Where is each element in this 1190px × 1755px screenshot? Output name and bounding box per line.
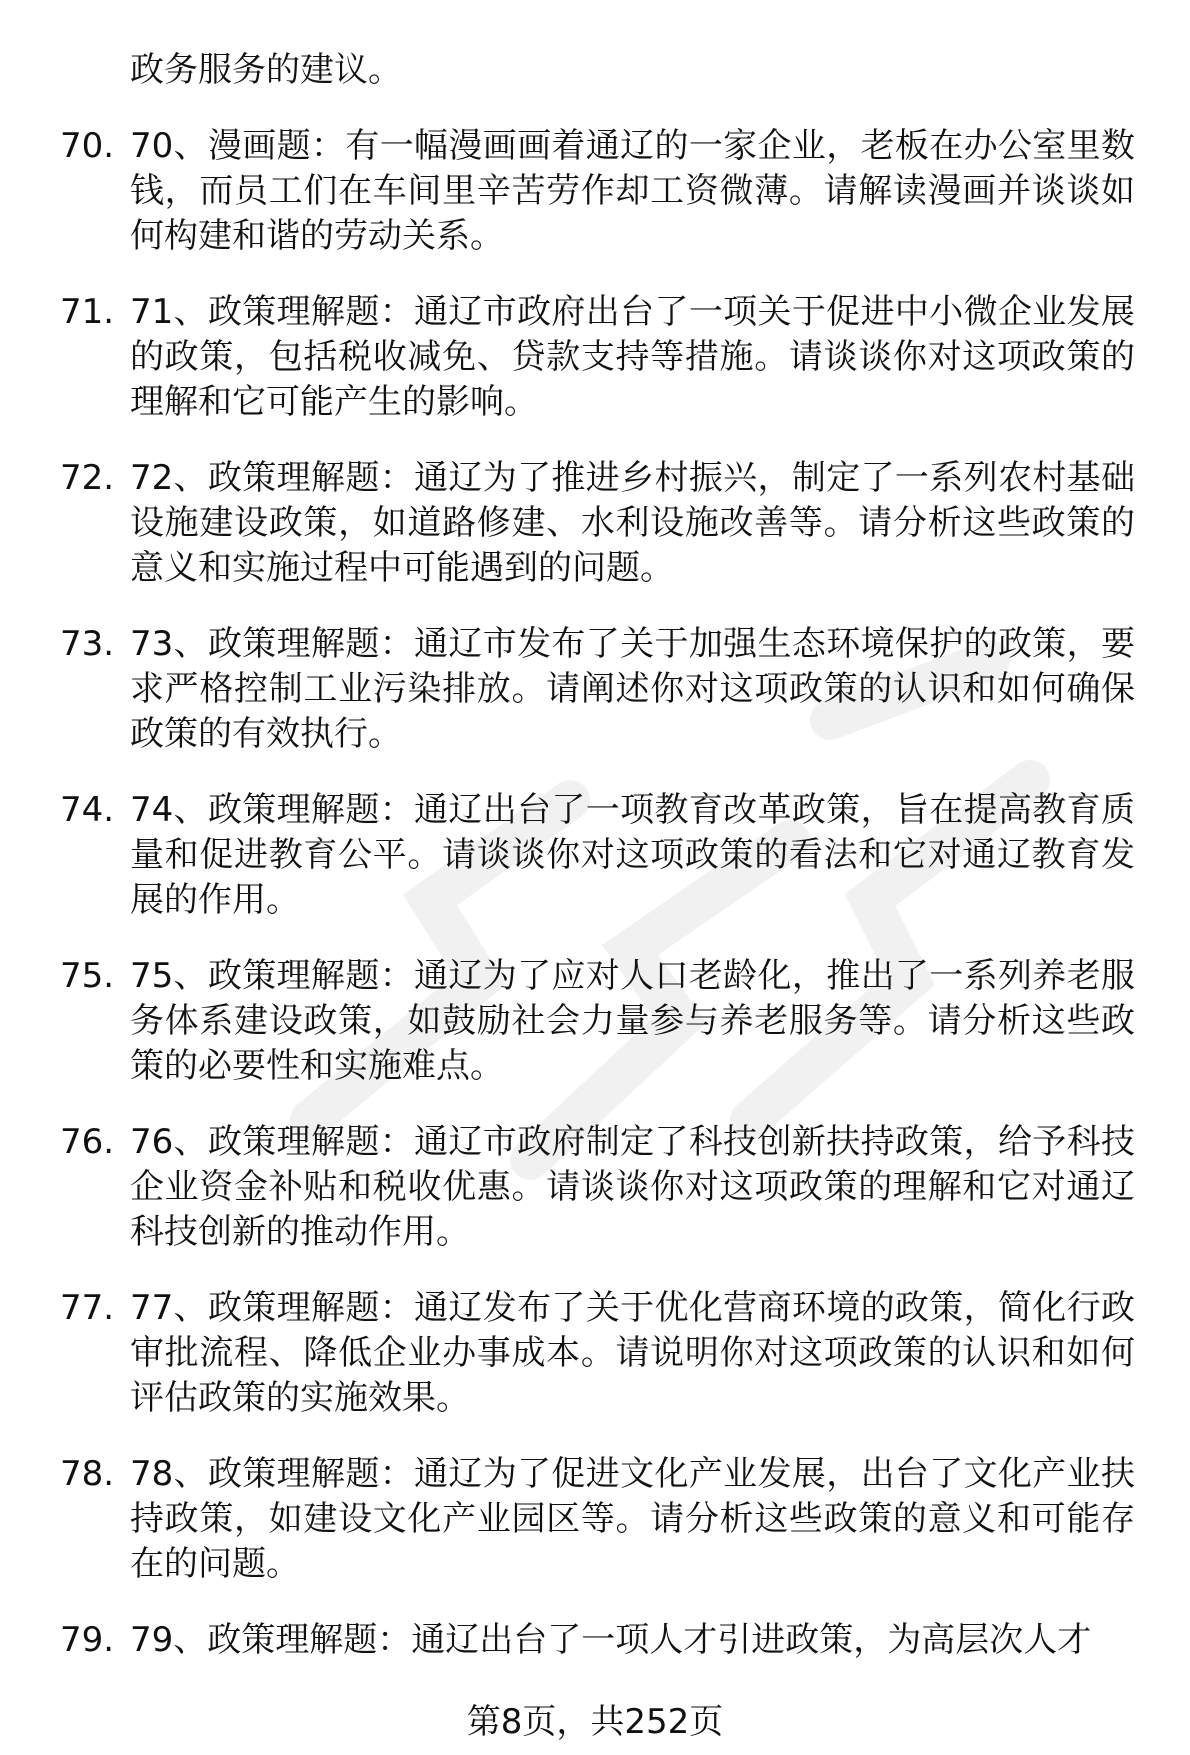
- question-number: 71.: [60, 292, 115, 332]
- document-body: [60, 48, 1150, 1663]
- question-text: 72、政策理解题：通辽为了推进乡村振兴，制定了一系列农村基础设施建设政策，如道路修建、水利设施改善等。请分析这些政策的意义和实施过程中可能遇到的问题。: [130, 458, 1135, 588]
- question-text: 78、政策理解题：通辽为了促进文化产业发展，出台了文化产业扶持政策，如建设文化产业园区等。请分析这些政策的意义和可能存在的问题。: [130, 1454, 1135, 1584]
- question-text: 77、政策理解题：通辽发布了关于优化营商环境的政策，简化行政审批流程、降低企业办事成本。请说明你对这项政策的认识和如何评估政策的实施效果。: [130, 1288, 1135, 1418]
- question-text: 73、政策理解题：通辽市发布了关于加强生态环境保护的政策，要求严格控制工业污染排放。请阐述你对这项政策的认识和如何确保政策的有效执行。: [130, 624, 1135, 754]
- question-text: 71、政策理解题：通辽市政府出台了一项关于促进中小微企业发展的政策，包括税收减免、贷款支持等措施。请谈谈你对这项政策的理解和它可能产生的影响。: [130, 292, 1135, 422]
- list-item: [60, 622, 1150, 757]
- list-item: [60, 954, 1150, 1089]
- question-number: 77.: [60, 1288, 115, 1328]
- question-list: [60, 124, 1150, 1663]
- question-number: 79.: [60, 1620, 115, 1660]
- list-item: [60, 1452, 1150, 1587]
- list-item: [60, 1286, 1150, 1421]
- question-number: 73.: [60, 624, 115, 664]
- list-item: [60, 124, 1150, 259]
- question-number: 74.: [60, 790, 115, 830]
- question-text: 75、政策理解题：通辽为了应对人口老龄化，推出了一系列养老服务体系建设政策，如鼓励社会力量参与养老服务等。请分析这些政策的必要性和实施难点。: [130, 956, 1135, 1086]
- question-number: 70.: [60, 126, 115, 166]
- page-footer: 第8页，共252页: [466, 1702, 724, 1742]
- list-item: [60, 788, 1150, 923]
- question-text: 74、政策理解题：通辽出台了一项教育改革政策，旨在提高教育质量和促进教育公平。请谈谈你对这项政策的看法和它对通辽教育发展的作用。: [130, 790, 1135, 920]
- question-text: 79、政策理解题：通辽出台了一项人才引进政策，为高层次人才: [130, 1620, 1092, 1660]
- continuation-text: 政务服务的建议。: [130, 50, 402, 90]
- question-number: 76.: [60, 1122, 115, 1162]
- list-item: [60, 1120, 1150, 1255]
- list-item: [60, 1618, 1150, 1663]
- question-text: 76、政策理解题：通辽市政府制定了科技创新扶持政策，给予科技企业资金补贴和税收优惠。请谈谈你对这项政策的理解和它对通辽科技创新的推动作用。: [130, 1122, 1135, 1252]
- question-number: 72.: [60, 458, 115, 498]
- question-number: 75.: [60, 956, 115, 996]
- question-text: 70、漫画题：有一幅漫画画着通辽的一家企业，老板在办公室里数钱，而员工们在车间里辛苦劳作却工资微薄。请解读漫画并谈谈如何构建和谐的劳动关系。: [130, 126, 1135, 256]
- list-item: [60, 456, 1150, 591]
- list-item: [60, 290, 1150, 425]
- question-number: 78.: [60, 1454, 115, 1494]
